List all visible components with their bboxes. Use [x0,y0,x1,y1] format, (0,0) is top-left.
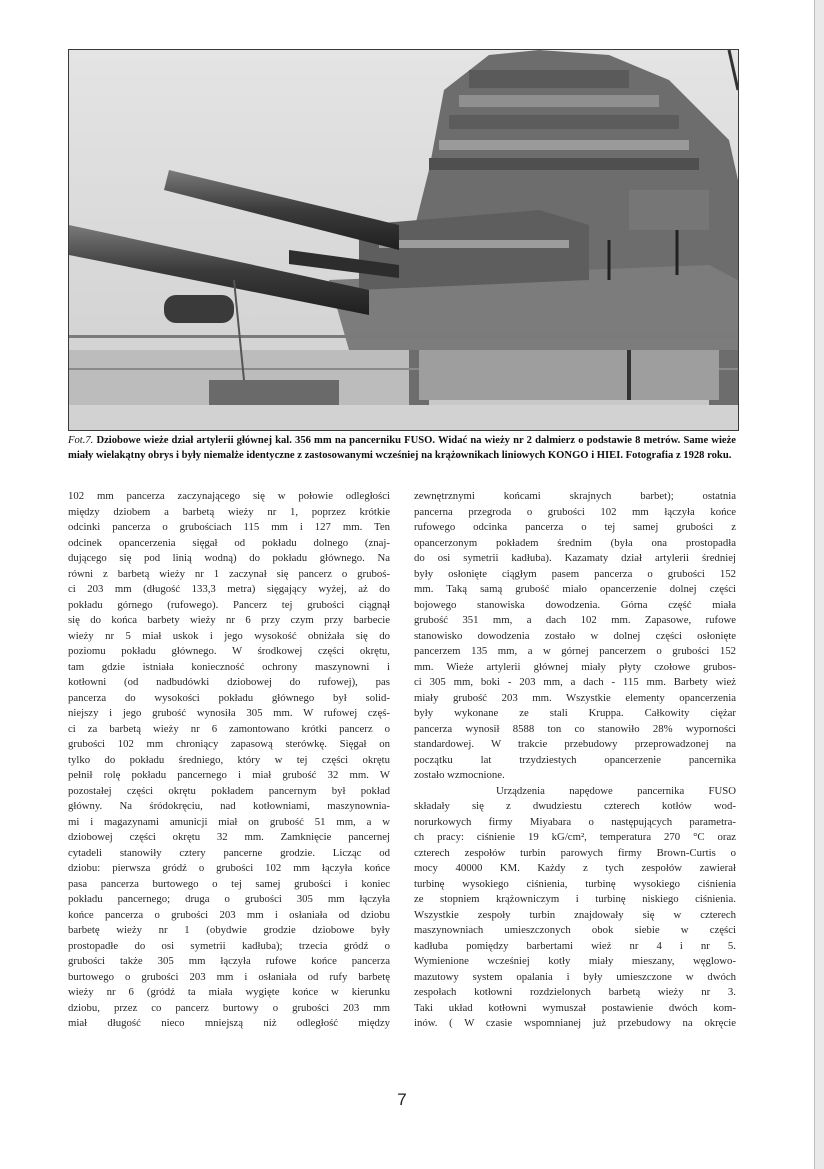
text-line: Wszystkie zespoły turbin znajdowały się w czterech [414,908,736,921]
text-line: cytadeli stanowiły cztery pancerne grodzie. Licząc od [68,846,390,859]
text-line: pozostałej części okrętu pokładem pancernym był pokład [68,784,390,797]
text-line: pancerzem 135 mm, a w górnej pancerzem o grubości 152 [414,645,736,657]
text-line: ci 203 mm (długość 133,3 metra) sięgający wyżej, aż do [68,583,390,595]
page-edge-strip [814,0,824,1169]
left-column [68,489,390,1032]
text-line: składały się z dwudziestu czterech kotłów wod- [414,800,736,812]
text-line: mocy 40000 KM. Każdy z tych zespołów zawierał [414,862,736,874]
text-line: poziomu pokładu głównego. W środkowej części okrętu, [68,645,390,657]
text-line: mazutowy system opalania i były umieszczone w dwóch [414,970,736,983]
text-line: burtowego o grubości 203 mm i osłaniała od rufy barbetę [68,970,390,983]
text-line: grubości 102 mm chroniący zapasową sterówkę. Sięgał on [68,738,390,750]
text-line: kotłowni (od nadbudówki dziobowej do rufowej), pas [68,676,390,688]
caption-label: Fot.7. [68,435,94,446]
text-line: niejszy i jego grubość wynosiła 305 mm. W rufowej częś- [68,707,390,719]
text-line: stanowisko dowodzenia zostało w dolnej części osłonięte [414,629,736,642]
text-line: barbetę wieży nr 1 (obydwie grodzie dziobowe były [68,924,390,936]
text-line: inów. ( W czasie wspomnianej już przebudowy na okręcie [414,1017,736,1029]
text-line: zespołach kotłowni rozdzielonych barbetą wieży nr 3. [414,986,736,998]
text-line: pancerna przegroda o grubości 102 mm łączyła końce [414,505,736,518]
text-line: pancerza do wysokości pokładu głównego był solid- [68,691,390,704]
text-line: mi i magazynami amunicji miał on grubość 51 mm, a w [68,815,390,828]
text-line: mm. Wieże artylerii głównej miały płyty czołowe grubos- [414,660,736,673]
text-line: pancerza wynosił 8588 ton co stanowiło 28% wyporności [414,722,736,735]
text-line: prostopadłe do osi symetrii kadłuba); trzecia gródź o [68,939,390,952]
text-line: mm. Taką samą grubość miało opancerzenie dolnej części [414,583,736,595]
text-line: pokładu górnego (rufowego). Pancerz tej grubości ciągnął [68,598,390,611]
text-line: wieży nr 5 miał uskok i jego wysokość obniżała się do [68,629,390,642]
text-line: grubości także 305 mm łączyła rufowe końce pancerza [68,955,390,967]
photo-caption [68,433,736,463]
text-line: wieży nr 6 (gródź ta miała wygięte końce w kierunku [68,986,390,998]
text-line: ci 305 mm, boki - 203 mm, a dach - 115 mm. Barbety wież [414,676,736,688]
caption-text: Dziobowe wieże dział artylerii głównej kal. 356 mm na pancerniku FUSO. Widać na wieży nr 2 dalmierz o podstawie 8 metrów. Same wieże miały wielakątny obrys i były niemalże identyczne z zastosowanymi wcześniej na krążownikach liniowych KONGO i HIEI. Fotografia z 1928 roku. [68,435,736,462]
text-line: Urządzenia napędowe pancernika FUSO [496,784,736,797]
text-line: do osi symetrii kadłuba). Kazamaty dział artylerii średniej [414,552,736,564]
text-line: równi z barbetą wieży nr 1 zaczynał się pancerz o gruboś- [68,567,390,580]
text-line: tam gdzie istniała konieczność ochrony maszynowni i [68,660,390,673]
text-line: opancerzonym pokładem średnim (była ona prostopadła [414,536,736,549]
text-line: kadłuba pomiędzy barbertami wież nr 4 i nr 5. [414,939,736,952]
page-edge-line [814,0,815,1169]
text-line: ci za barbetą wieży nr 6 zamontowano krótki pancerz o [68,722,390,735]
text-line: pokładu pancernego; druga o grubości 305 mm łączyła [68,893,390,905]
text-line: Taki układ kotłowni wymuszał postawienie dwóch kom- [414,1001,736,1014]
text-line: były osłonięte ciągłym pasem pancerza o grubości 152 [414,567,736,580]
text-line: dziobu: pierwsza gródź o grubości 102 mm łączyła końce [68,862,390,874]
text-line: grubość 351 mm, a dach 102 mm. Zapasowe, rufowe [414,614,736,626]
text-line: miał długość nieco mniejszą niż odległość między [68,1017,390,1029]
text-line: dującego się pod linią wodną) do pokładu głównego. Na [68,552,390,564]
text-line: dziobu, przez co pancerz burtowy o grubości 203 mm [68,1001,390,1014]
text-line: 102 mm pancerza zaczynającego się w połowie odległości [68,490,390,502]
text-line: czterech zespołów turbin parowych firmy Brown-Curtis o [414,846,736,859]
text-line: dziobowej części okrętu 32 mm. Zamknięcie pancernej [68,831,390,843]
text-line: końce pancerza o grubości 203 mm i osłaniała od dziobu [68,908,390,921]
text-line: zostało wzmocnione. [414,769,505,781]
text-line: główny. Na śródokręciu, nad kotłowniami, maszynownia- [68,800,390,812]
text-line: standardowej. W trakcie przebudowy przeprowadzonej na [414,738,736,750]
text-line: się do końca barbety wieży nr 6 przy czym przy barbecie [68,614,390,626]
text-line: odcinki pancerza o grubościach 115 mm i 127 mm. Ten [68,521,390,533]
text-line: maszynowniach umieszczonych obok siebie w części [414,924,736,936]
text-line: ch pracy: ciśnienie 19 kG/cm², temperatura 270 °C oraz [414,831,736,843]
page-number: 7 [397,1090,407,1109]
text-line: bojowego stanowiska dowodzenia. Górna część miała [414,598,736,611]
text-line: Wymienione wcześniej kotły miały mieszany, węglowo- [414,955,736,967]
text-line: pełnił rolę pokładu pancernego i miał grubość 32 mm. W [68,769,390,781]
text-line: rufowego odcinka pancerza o tej samej grubości z [414,521,736,533]
text-line: odcinek opancerzenia sięgał od pokładu dolnego (znaj- [68,536,390,549]
text-line: turbinę wysokiego ciśnienia, turbinę wysokiego ciśnienia [414,877,736,890]
text-line: norurkowych firmy Miyabara o następujących parametra- [414,815,736,828]
text-line: pasa pancerza burtowego o tej samej grubości i koniec [68,877,390,890]
battleship-photo [68,49,739,431]
text-line: miały grubość 203 mm. Wszystkie elementy opancerzenia [414,691,736,704]
text-line: ze stopniem krążowniczym i turbinę niskiego ciśnienia. [414,893,736,905]
text-line: tylko do pokładu średniego, który w tej części okrętu [68,753,390,766]
text-line: początku lat trzydziestych opancerzenie pancernika [414,753,736,766]
right-column [414,489,736,1032]
text-line: zewnętrznymi końcami skrajnych barbet); ostatnia [414,490,736,502]
text-line: były wykonane ze stali Kruppa. Całkowity ciężar [414,707,736,719]
text-line: między dziobem a barbetą wieży nr 1, poprzez krótkie [68,505,390,518]
